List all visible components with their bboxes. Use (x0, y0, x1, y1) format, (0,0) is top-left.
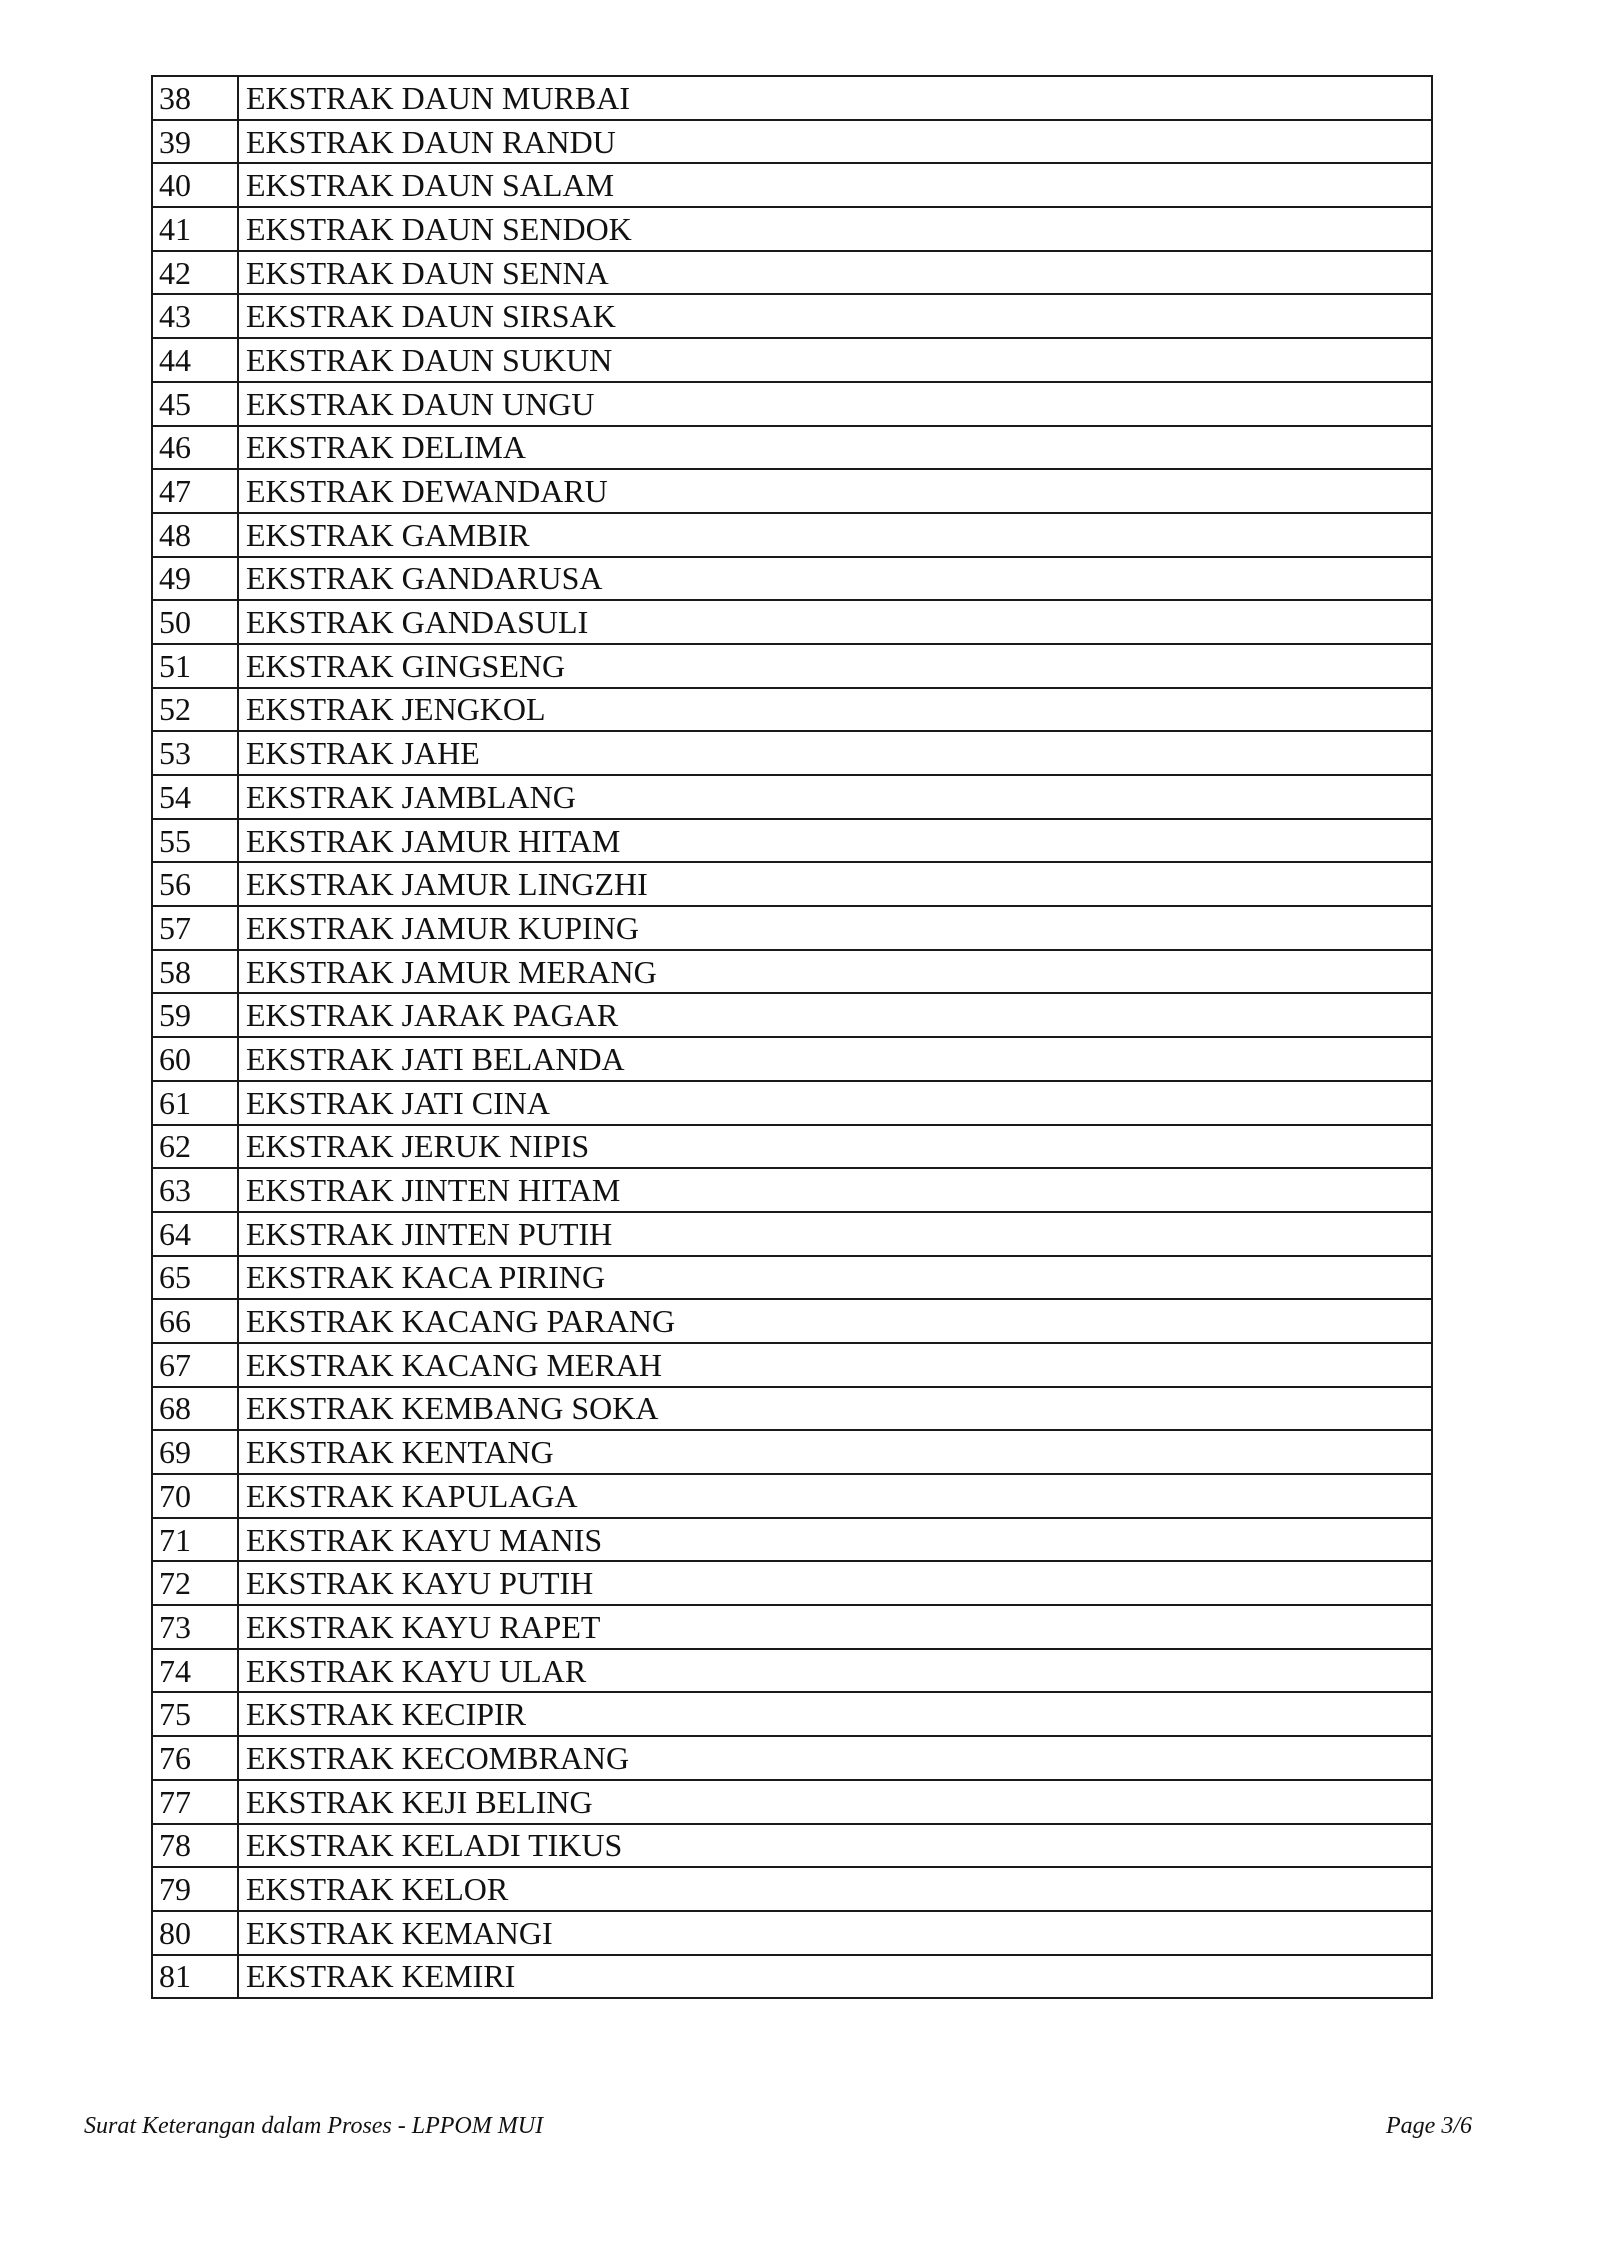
table-row (152, 557, 1432, 601)
table-row (152, 1649, 1432, 1693)
table-row (152, 338, 1432, 382)
ingredient-name-cell: EKSTRAK JENGKOL (238, 688, 1432, 732)
ingredient-name-cell: EKSTRAK KAYU ULAR (238, 1649, 1432, 1693)
ingredient-name-cell: EKSTRAK DAUN SENNA (238, 251, 1432, 295)
row-number-cell: 53 (152, 731, 238, 775)
row-number-cell: 42 (152, 251, 238, 295)
row-number-cell: 54 (152, 775, 238, 819)
row-number-cell: 59 (152, 993, 238, 1037)
table-row (152, 251, 1432, 295)
table-row (152, 1911, 1432, 1955)
table-row (152, 382, 1432, 426)
row-number-cell: 60 (152, 1037, 238, 1081)
table-row (152, 862, 1432, 906)
row-number-cell: 77 (152, 1780, 238, 1824)
ingredient-name-cell: EKSTRAK JERUK NIPIS (238, 1125, 1432, 1169)
row-number-cell: 72 (152, 1561, 238, 1605)
table-row (152, 1561, 1432, 1605)
row-number-cell: 57 (152, 906, 238, 950)
row-number-cell: 49 (152, 557, 238, 601)
row-number-cell: 80 (152, 1911, 238, 1955)
ingredient-name-cell: EKSTRAK JAMUR LINGZHI (238, 862, 1432, 906)
ingredient-name-cell: EKSTRAK DAUN SIRSAK (238, 294, 1432, 338)
table-row (152, 819, 1432, 863)
ingredient-name-cell: EKSTRAK KELADI TIKUS (238, 1824, 1432, 1868)
row-number-cell: 79 (152, 1867, 238, 1911)
ingredient-name-cell: EKSTRAK DAUN SALAM (238, 163, 1432, 207)
ingredient-name-cell: EKSTRAK KACANG MERAH (238, 1343, 1432, 1387)
footer-page-number: Page 3/6 (1386, 2113, 1472, 2139)
ingredient-name-cell: EKSTRAK JAMUR HITAM (238, 819, 1432, 863)
ingredient-name-cell: EKSTRAK JINTEN PUTIH (238, 1212, 1432, 1256)
ingredient-name-cell: EKSTRAK KAYU RAPET (238, 1605, 1432, 1649)
ingredient-name-cell: EKSTRAK DAUN MURBAI (238, 76, 1432, 120)
table-row (152, 1081, 1432, 1125)
ingredient-name-cell: EKSTRAK KEJI BELING (238, 1780, 1432, 1824)
ingredient-name-cell: EKSTRAK KECIPIR (238, 1692, 1432, 1736)
row-number-cell: 52 (152, 688, 238, 732)
ingredient-name-cell: EKSTRAK KAPULAGA (238, 1474, 1432, 1518)
row-number-cell: 47 (152, 469, 238, 513)
table-row (152, 120, 1432, 164)
row-number-cell: 73 (152, 1605, 238, 1649)
table-row (152, 688, 1432, 732)
row-number-cell: 38 (152, 76, 238, 120)
ingredient-name-cell: EKSTRAK GANDASULI (238, 600, 1432, 644)
row-number-cell: 48 (152, 513, 238, 557)
table-row (152, 76, 1432, 120)
ingredient-name-cell: EKSTRAK GINGSENG (238, 644, 1432, 688)
ingredient-name-cell: EKSTRAK JAMBLANG (238, 775, 1432, 819)
row-number-cell: 41 (152, 207, 238, 251)
row-number-cell: 71 (152, 1518, 238, 1562)
table-row (152, 906, 1432, 950)
ingredient-name-cell: EKSTRAK DAUN UNGU (238, 382, 1432, 426)
row-number-cell: 55 (152, 819, 238, 863)
table-row (152, 1343, 1432, 1387)
row-number-cell: 70 (152, 1474, 238, 1518)
row-number-cell: 65 (152, 1256, 238, 1300)
row-number-cell: 44 (152, 338, 238, 382)
ingredient-table (151, 75, 1433, 1999)
table-row (152, 1212, 1432, 1256)
row-number-cell: 58 (152, 950, 238, 994)
table-row (152, 1125, 1432, 1169)
ingredient-name-cell: EKSTRAK GANDARUSA (238, 557, 1432, 601)
ingredient-name-cell: EKSTRAK JATI CINA (238, 1081, 1432, 1125)
table-row (152, 950, 1432, 994)
row-number-cell: 76 (152, 1736, 238, 1780)
table-row (152, 469, 1432, 513)
row-number-cell: 56 (152, 862, 238, 906)
ingredient-name-cell: EKSTRAK KEMIRI (238, 1955, 1432, 1999)
table-row (152, 775, 1432, 819)
row-number-cell: 63 (152, 1168, 238, 1212)
table-body (152, 76, 1432, 1998)
row-number-cell: 40 (152, 163, 238, 207)
table-row (152, 993, 1432, 1037)
row-number-cell: 75 (152, 1692, 238, 1736)
row-number-cell: 51 (152, 644, 238, 688)
table-row (152, 1692, 1432, 1736)
ingredient-name-cell: EKSTRAK KAYU MANIS (238, 1518, 1432, 1562)
row-number-cell: 39 (152, 120, 238, 164)
ingredient-name-cell: EKSTRAK JAMUR MERANG (238, 950, 1432, 994)
table-row (152, 1299, 1432, 1343)
row-number-cell: 43 (152, 294, 238, 338)
table-row (152, 600, 1432, 644)
ingredient-name-cell: EKSTRAK KACANG PARANG (238, 1299, 1432, 1343)
ingredient-name-cell: EKSTRAK JATI BELANDA (238, 1037, 1432, 1081)
row-number-cell: 50 (152, 600, 238, 644)
ingredient-name-cell: EKSTRAK JAHE (238, 731, 1432, 775)
ingredient-name-cell: EKSTRAK GAMBIR (238, 513, 1432, 557)
row-number-cell: 78 (152, 1824, 238, 1868)
ingredient-name-cell: EKSTRAK DEWANDARU (238, 469, 1432, 513)
row-number-cell: 45 (152, 382, 238, 426)
ingredient-name-cell: EKSTRAK KENTANG (238, 1430, 1432, 1474)
table-row (152, 1037, 1432, 1081)
row-number-cell: 74 (152, 1649, 238, 1693)
row-number-cell: 68 (152, 1387, 238, 1431)
table-row (152, 644, 1432, 688)
row-number-cell: 66 (152, 1299, 238, 1343)
table-row (152, 1387, 1432, 1431)
ingredient-name-cell: EKSTRAK DAUN RANDU (238, 120, 1432, 164)
row-number-cell: 81 (152, 1955, 238, 1999)
table-row (152, 1256, 1432, 1300)
row-number-cell: 69 (152, 1430, 238, 1474)
table-row (152, 1780, 1432, 1824)
ingredient-name-cell: EKSTRAK DAUN SUKUN (238, 338, 1432, 382)
ingredient-name-cell: EKSTRAK JARAK PAGAR (238, 993, 1432, 1037)
table-row (152, 1605, 1432, 1649)
table-row (152, 1474, 1432, 1518)
ingredient-name-cell: EKSTRAK KACA PIRING (238, 1256, 1432, 1300)
footer-document-title: Surat Keterangan dalam Proses - LPPOM MUI (84, 2113, 544, 2139)
table-row (152, 163, 1432, 207)
ingredient-name-cell: EKSTRAK JAMUR KUPING (238, 906, 1432, 950)
ingredient-name-cell: EKSTRAK KEMBANG SOKA (238, 1387, 1432, 1431)
ingredient-name-cell: EKSTRAK KEMANGI (238, 1911, 1432, 1955)
table-row (152, 1736, 1432, 1780)
table-row (152, 294, 1432, 338)
row-number-cell: 46 (152, 426, 238, 470)
table-row (152, 207, 1432, 251)
ingredient-name-cell: EKSTRAK KAYU PUTIH (238, 1561, 1432, 1605)
ingredient-name-cell: EKSTRAK JINTEN HITAM (238, 1168, 1432, 1212)
table-row (152, 731, 1432, 775)
table-row (152, 1168, 1432, 1212)
ingredient-name-cell: EKSTRAK KECOMBRANG (238, 1736, 1432, 1780)
table-row (152, 1430, 1432, 1474)
table-row (152, 513, 1432, 557)
table-row (152, 426, 1432, 470)
table-row (152, 1867, 1432, 1911)
ingredient-name-cell: EKSTRAK KELOR (238, 1867, 1432, 1911)
row-number-cell: 61 (152, 1081, 238, 1125)
table-row (152, 1824, 1432, 1868)
table-row (152, 1518, 1432, 1562)
table-row (152, 1955, 1432, 1999)
row-number-cell: 62 (152, 1125, 238, 1169)
ingredient-name-cell: EKSTRAK DELIMA (238, 426, 1432, 470)
row-number-cell: 64 (152, 1212, 238, 1256)
row-number-cell: 67 (152, 1343, 238, 1387)
ingredient-name-cell: EKSTRAK DAUN SENDOK (238, 207, 1432, 251)
